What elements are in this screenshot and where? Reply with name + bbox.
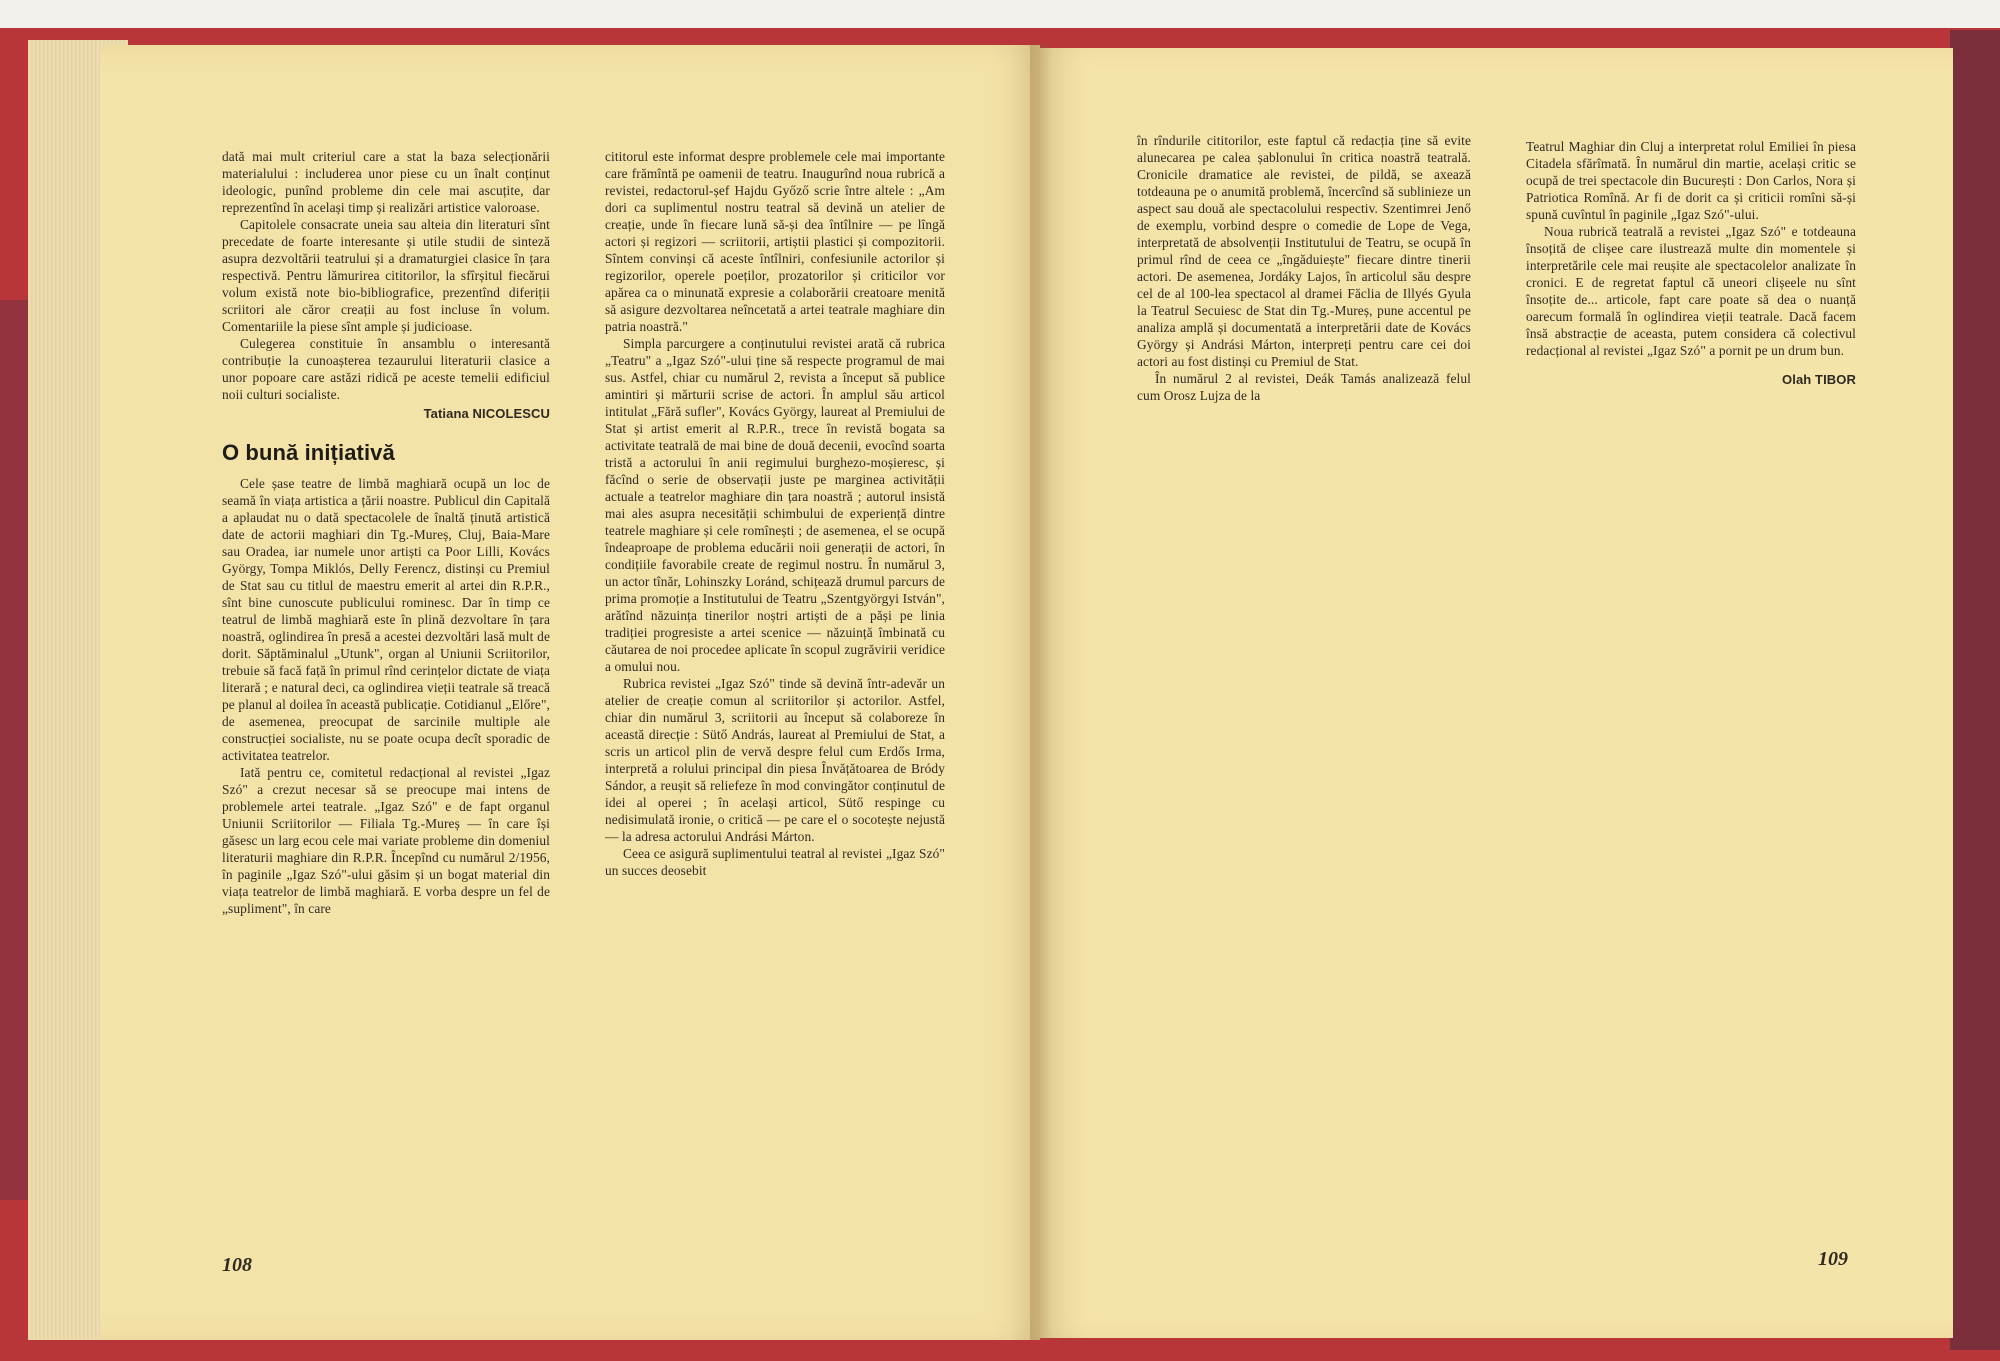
author-signature: Olah TIBOR	[1782, 372, 1856, 387]
left-column-1	[222, 148, 550, 917]
article-heading: O bună inițiativă	[222, 440, 395, 465]
author-signature: Tatiana NICOLESCU	[423, 406, 550, 421]
right-column-2	[1526, 138, 1856, 388]
paragraph: Ceea ce asigură suplimentului teatral al revistei „Igaz Szó" un succes deosebit	[605, 846, 945, 878]
paragraph: în rîndurile cititorilor, este faptul că redacția ține să evite alunecarea pe calea șablonului în critica noastră teatrală. Cronicile dramatice ale revistei, de pildă, se axează totdeauna pe o anumită problemă, încercînd să sublinieze un aspect sau două ale spectacolului respectiv. Szentimrei Jenő de exemplu, vorbind despre o comedie de Lope de Vega, interpretată de absolvenții Institutului de Teatru, se ocupă în primul rînd de ceea ce „îngăduiește" fiecare dintre tinerii actori. De asemenea, Jordáky Lajos, în articolul său despre cel de al 100-lea spectacol al dramei Făclia de Illyés Gyula la Teatrul Secuiesc de Stat din Tg.-Mureș, pune accentul pe analiza amplă și documentată a interpretării date de Kovács György și Andrási Márton, interpreți pentru care cei doi actori au fost distinși cu Premiul de Stat.	[1137, 133, 1471, 369]
paragraph: Culegerea constituie în ansamblu o interesantă contribuție la cunoașterea tezaurului literaturii clasice a unor popoare care astăzi ridică pe aceste temelii edificiul noii culturi socialiste.	[222, 336, 550, 402]
right-column-1	[1137, 132, 1471, 404]
page-number-left: 108	[222, 1254, 252, 1276]
page-number-right: 109	[1818, 1248, 1848, 1270]
paragraph: În numărul 2 al revistei, Deák Tamás analizează felul cum Orosz Lujza de la	[1137, 371, 1471, 403]
left-column-2	[605, 148, 945, 879]
paragraph: cititorul este informat despre problemele cele mai importante care frămîntă pe oamenii de teatru. Inaugurînd noua rubrică a revistei, redactorul-șef Hajdu Győző scrie între altele : „Am dori ca suplimentul nostru teatral să devină un atelier de creație, unde în fiecare lună să-și dea întîlnire — pe lîngă actori și regizori — scriitorii, artiștii plastici și compozitorii. Sîntem convinși că aceste întîlniri, confesiunile actorilor și regizorilor, operele poeților, prozatorilor și criticilor vor apărea ca o minunată expresie a colaborării creatoare menită să asigure dezvoltarea neîncetată a artei teatrale maghiare din patria noastră."	[605, 149, 945, 334]
paragraph: Cele șase teatre de limbă maghiară ocupă un loc de seamă în viața artistica a țării noastre. Publicul din Capitală a aplaudat nu o dată spectacolele de înaltă ținută artistică date de actorii maghiari din Tg.-Mureș, Cluj, Baia-Mare sau Oradea, iar numele unor artiști ca Poor Lilli, Kovács György, Tompa Miklós, Delly Ferencz, distinși cu Premiul de Stat sau cu titlul de maestru emerit al artei din R.P.R., sînt bine cunoscute publicului rominesc. Dar în timp ce teatrul de limbă maghiară este în plină dezvoltare în țara noastră, oglindirea în presă a acestei dezvoltări lasă mult de dorit. Săptăminalul „Utunk", organ al Uniunii Scriitorilor, trebuie să facă față în primul rînd cerințelor dictate de viața literară ; e natural deci, ca oglindirea vieții teatrale să treacă pe planul al doilea în această publicație. Cotidianul „Előre", de asemenea, preocupat de sarcinile multiple ale construcției socialiste, nu se poate ocupa decît sporadic de activitatea teatrelor.	[222, 476, 550, 763]
paragraph: Noua rubrică teatrală a revistei „Igaz Szó" e totdeauna însoțită de clișee care ilustrează multe din momentele și interpretările cele mai reușite ale spectacolelor analizate în cronici. E de regretat faptul că uneori clișeele nu sînt însoțite de... articole, fapt care poate să dea o nuanță oarecum formală în oglindirea vieții teatrale. Dacă facem însă abstracție de aceasta, putem considera că colectivul redacțional al revistei „Igaz Szó" a pornit pe un drum bun.	[1526, 224, 1856, 358]
cover-spine-right	[1950, 30, 2000, 1350]
book-gutter	[1030, 45, 1052, 1340]
paragraph: Iată pentru ce, comitetul redacțional al revistei „Igaz Szó" a crezut necesar să se preocupe mai intens de problemele artei teatrale. „Igaz Szó" e de fapt organul Uniunii Scriitorilor — Filiala Tg.-Mureș — în care își găsesc un larg ecou cele mai variate probleme din domeniul literaturii maghiare din R.P.R. Începînd cu numărul 2/1956, în paginile „Igaz Szó"-ului găsim și un bogat material din viața teatrelor de limbă maghiară. E vorba despre un fel de „supliment", în care	[222, 765, 550, 916]
paragraph: Capitolele consacrate uneia sau alteia din literaturi sînt precedate de foarte interesante și utile studii de sinteză asupra dezvoltării teatrului și a dramaturgiei clasice în țara respectivă. Pentru lămurirea cititorilor, la sfîrșitul fiecărui volum există note bio-bibliografice, prezentînd diferiții scriitori ale căror creații au fost incluse în volum. Comentariile la piese sînt ample și judicioase.	[222, 217, 550, 334]
paragraph: Simpla parcurgere a conținutului revistei arată că rubrica „Teatru" a „Igaz Szó"-ului ține să respecte programul de mai sus. Astfel, chiar cu numărul 2, revista a început să publice amintiri și mărturii scrise de actori. În amplul său articol intitulat „Fără sufler", Kovács György, laureat al Premiului de Stat și artist emerit al R.P.R., trece în revistă bogata sa activitate teatrală de mai bine de două decenii, evocînd soarta tristă a actorului în anii regimului burghezo-moșieresc, și făcînd o serie de observații juste pe marginea activității actuale a teatrelor maghiare din țara noastră ; autorul insistă mai ales asupra necesității schimbului de experiență dintre teatrele maghiare și cele romînești ; de asemenea, el se ocupă îndeaproape de problema educării noii generații de actori, în condițiile favorabile create de regimul nostru. În numărul 3, un actor tînăr, Lohinszky Loránd, schițează drumul parcurs de prima promoție a Institutului de Teatru „Szentgyörgyi István", arătînd năzuința tinerilor noștri artiști de a păși pe linia tradiției progresiste a artei scenice — năzuință îmbinată cu căutarea de noi procedee aplicate în scopul zugrăvirii veridice a omului nou.	[605, 336, 945, 674]
paragraph: Rubrica revistei „Igaz Szó" tinde să devină într-adevăr un atelier de creație comun al scriitorilor și actorilor. Astfel, chiar din numărul 3, scriitorii au început să colaboreze în această direcție : Sütő András, laureat al Premiului de Stat, a scris un articol plin de vervă despre felul cum Erdős Irma, interpretă a rolului principal din piesa Învățătoarea de Bródy Sándor, a reușit să reliefeze în mod convingător conținutul de idei al operei ; în același articol, Sütő respinge cu nedisimulată ironie, o critică — pe care el o socotește nejustă — la adresa actorului Andrási Márton.	[605, 676, 945, 844]
paragraph: Teatrul Maghiar din Cluj a interpretat rolul Emiliei în piesa Citadela sfărîmată. În numărul din martie, același critic se ocupă de trei spectacole din București : Don Carlos, Nora și Patriotica Romînă. Ar fi de dorit ca și criticii romîni să-și spună cuvîntul în paginile „Igaz Szó"-ului.	[1526, 139, 1856, 222]
paragraph: dată mai mult criteriul care a stat la baza selecționării materialului : includerea unor piese cu un înalt conținut ideologic, punînd probleme din cele mai ascuțite, dar reprezentînd în același timp și realizări artistice valoroase.	[222, 149, 550, 215]
